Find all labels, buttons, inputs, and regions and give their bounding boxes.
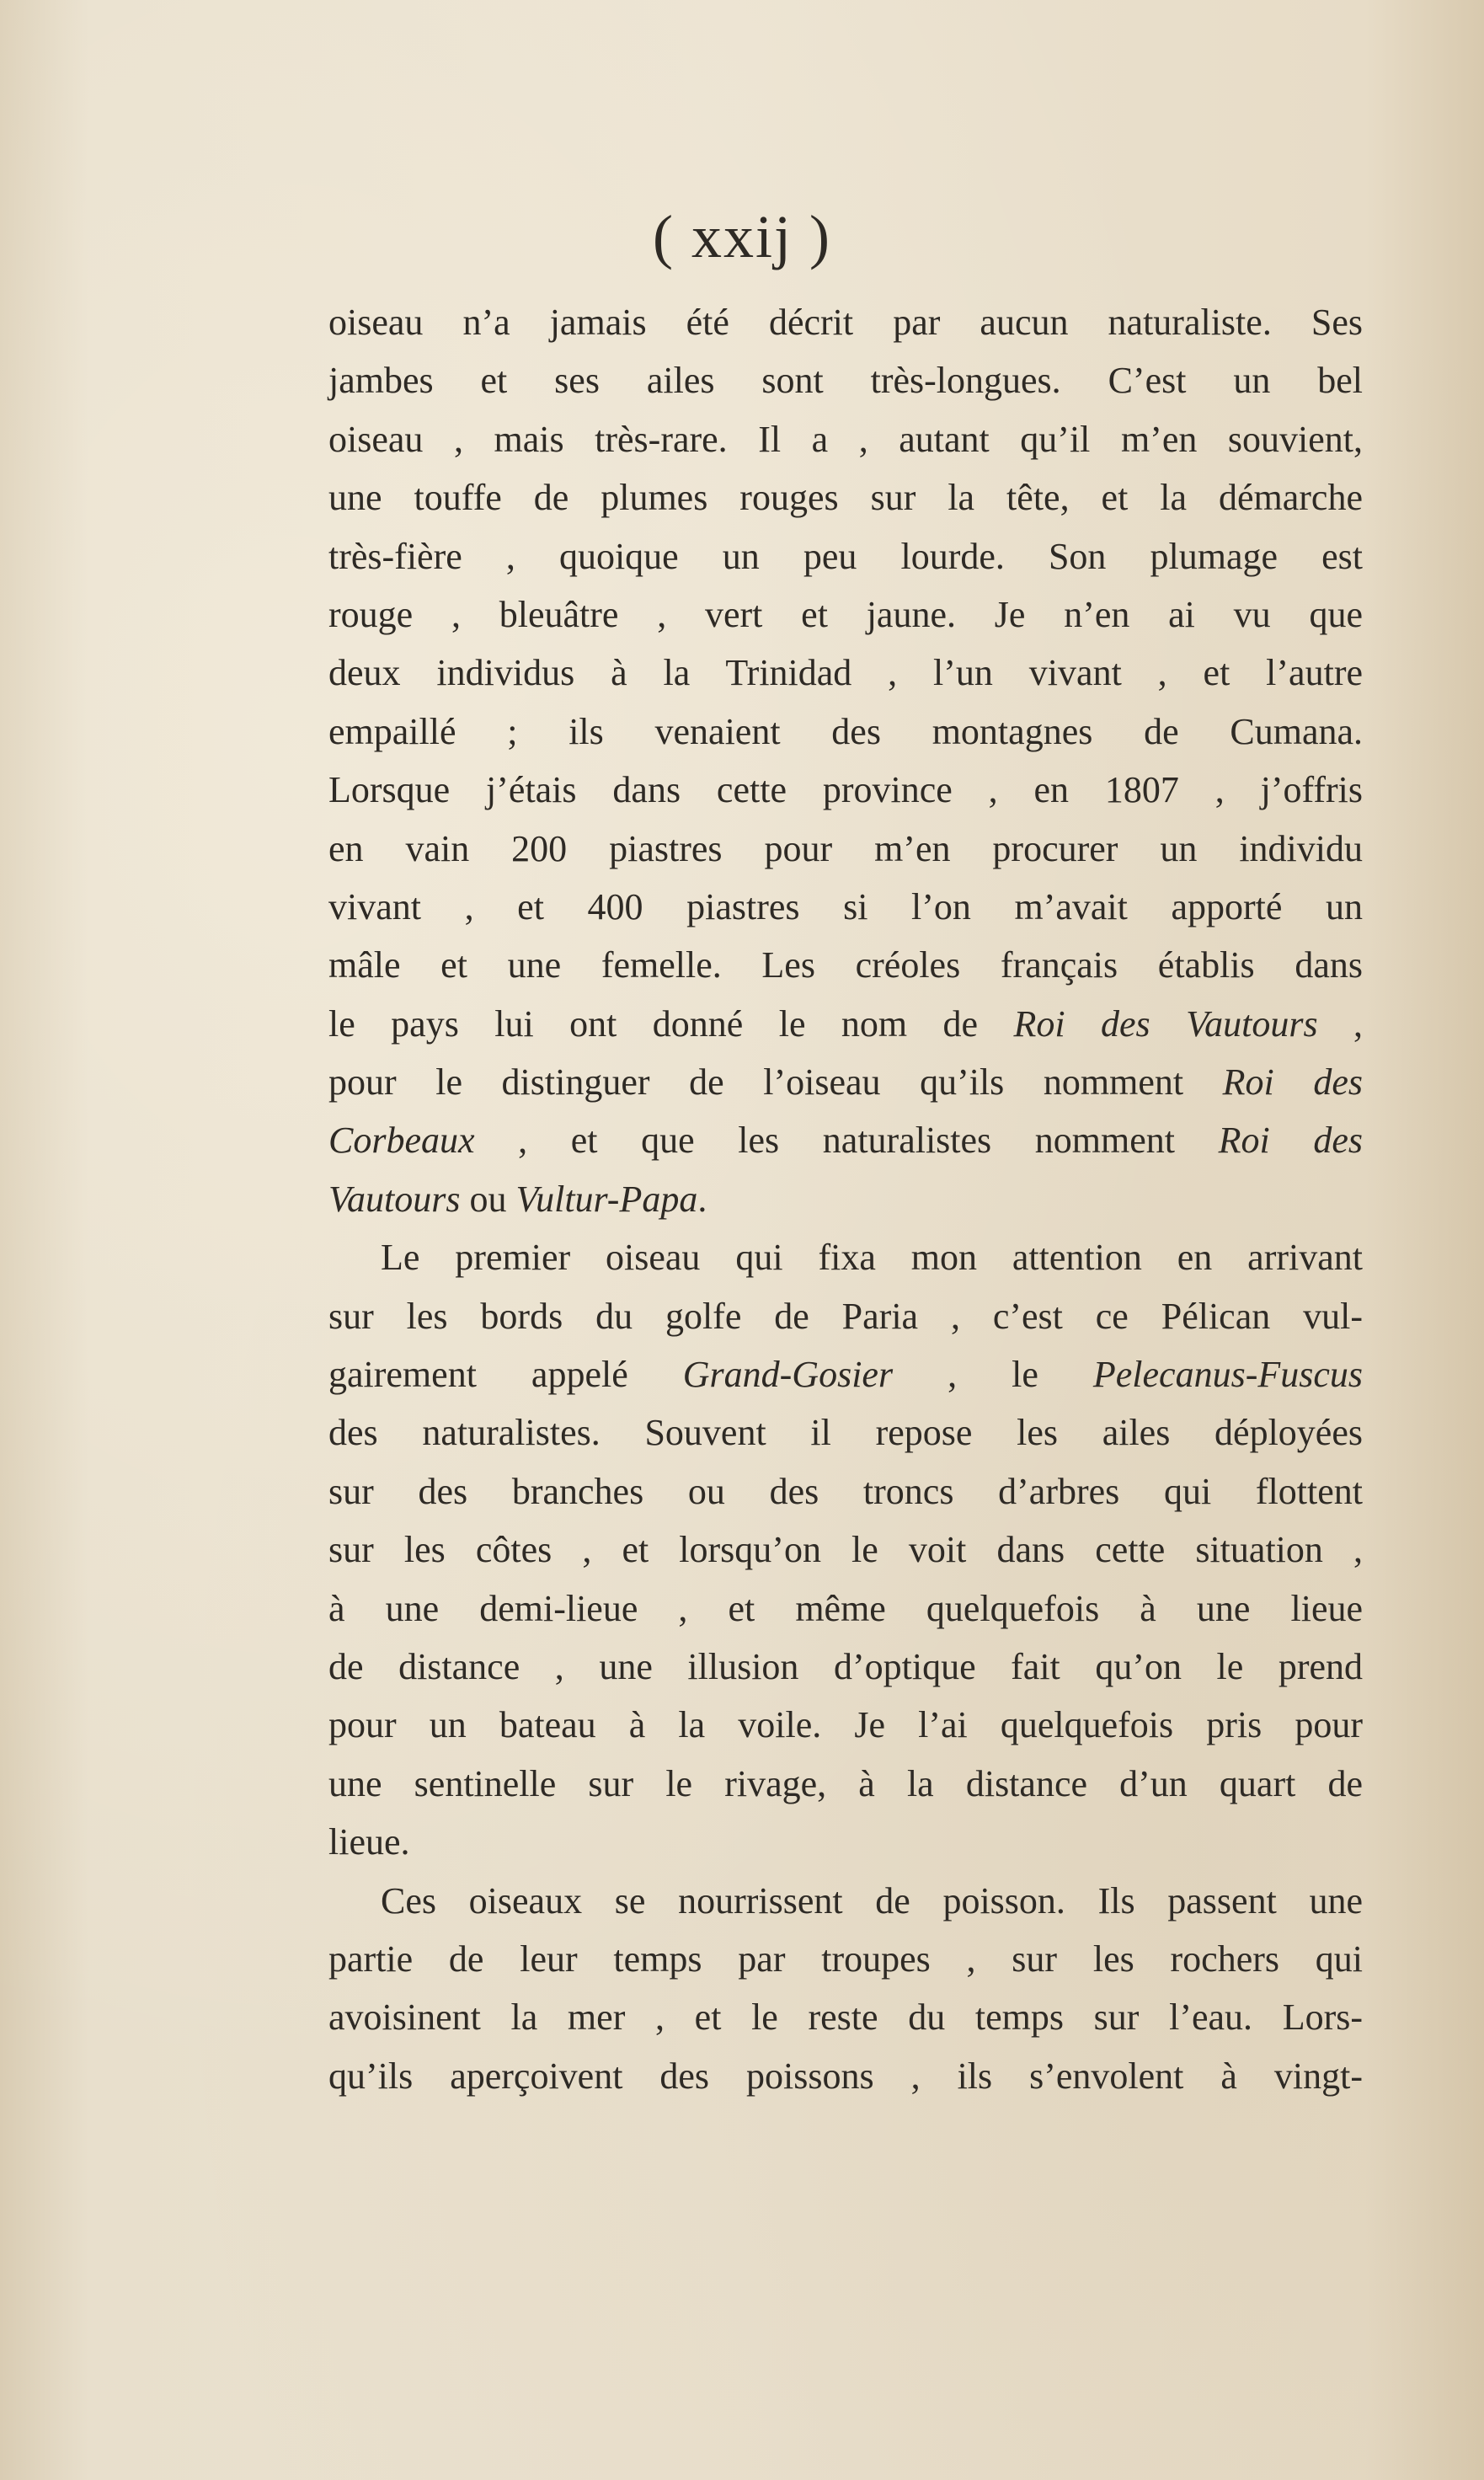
text-line: en vain 200 piastres pour m’en procurer un individu <box>328 827 1363 869</box>
text-line: une sentinelle sur le rivage, à la distance d’un quart de <box>328 1762 1363 1804</box>
text-line: partie de leur temps par troupes , sur les rochers qui <box>328 1938 1363 1980</box>
text-line: des naturalistes. Souvent il repose les ailes déployées <box>328 1412 1363 1454</box>
text-line: Corbeaux , et que les naturalistes nomment Roi des <box>328 1120 1363 1162</box>
text-line: sur les bords du golfe de Paria , c’est ce Pélican vul- <box>328 1295 1363 1337</box>
text-line: Lorsque j’étais dans cette province , en 1807 , j’offris <box>328 769 1363 811</box>
text-line: empaillé ; ils venaient des montagnes de Cumana. <box>328 710 1363 752</box>
text-line: le pays lui ont donné le nom de Roi des Vautours , <box>328 1002 1363 1045</box>
text-line: oiseau n’a jamais été décrit par aucun naturaliste. Ses <box>328 302 1363 343</box>
text-line: pour le distinguer de l’oiseau qu’ils nomment Roi des <box>328 1061 1364 1104</box>
text-line: rouge , bleuâtre , vert et jaune. Je n’en ai vu que <box>328 593 1363 635</box>
text-line: deux individus à la Trinidad , l’un vivant , et l’autre <box>328 652 1363 694</box>
text-line: lieue. <box>328 1821 410 1863</box>
text-line: gairement appelé Grand-Gosier , le Pelecanus-Fuscus <box>328 1354 1363 1396</box>
text-line: avoisinent la mer , et le reste du temps sur l’eau. Lors- <box>328 1996 1363 2039</box>
body-text <box>328 293 1363 2105</box>
text-line: pour un bateau à la voile. Je l’ai quelquefois pris pour <box>328 1704 1363 1746</box>
text-line: Ces oiseaux se nourrissent de poisson. Ils passent une <box>381 1879 1363 1921</box>
text-line: sur des branches ou des troncs d’arbres qui flottent <box>328 1470 1363 1512</box>
page-number-header: ( xxij ) <box>653 203 831 270</box>
text-line: qu’ils aperçoivent des poissons , ils s’envolent à vingt- <box>328 2055 1363 2097</box>
text-line: de distance , une illusion d’optique fait qu’on le prend <box>328 1645 1363 1687</box>
text-line: Le premier oiseau qui fixa mon attention en arrivant <box>381 1237 1363 1279</box>
text-line: très-fière , quoique un peu lourde. Son plumage est <box>328 535 1363 577</box>
text-line: à une demi-lieue , et même quelquefois à une lieue <box>328 1587 1363 1629</box>
text-line: Vautours ou Vultur-Papa. <box>328 1178 707 1220</box>
text-line: jambes et ses ailes sont très-longues. C’est un bel <box>328 360 1363 402</box>
text-line: vivant , et 400 piastres si l’on m’avait apporté un <box>328 885 1363 927</box>
text-line: une touffe de plumes rouges sur la tête, et la démarche <box>328 477 1363 519</box>
text-line: oiseau , mais très-rare. Il a , autant qu’il m’en souvient, <box>328 418 1363 460</box>
text-line: mâle et une femelle. Les créoles français établis dans <box>328 944 1363 986</box>
text-line: sur les côtes , et lorsqu’on le voit dans cette situation , <box>328 1529 1363 1571</box>
